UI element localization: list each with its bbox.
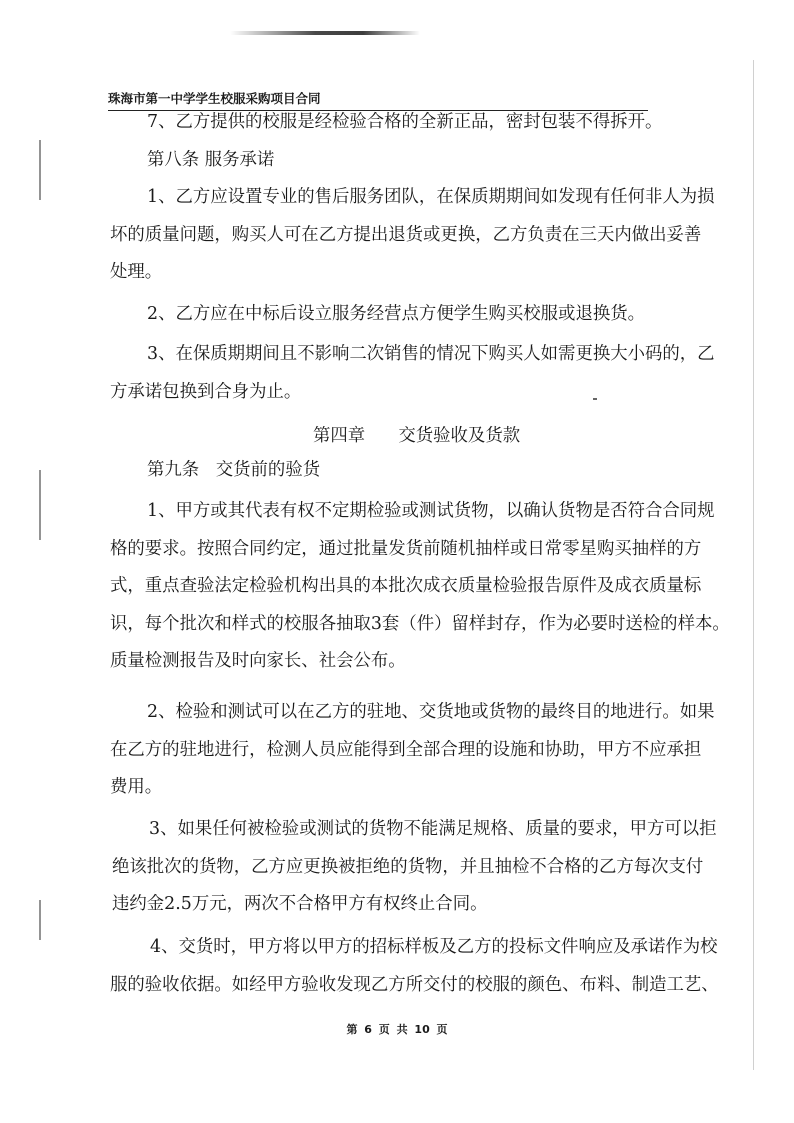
line: 识，每个批次和样式的校服各抽取3套（件）留样封存，作为必要时送检的样本。 <box>110 613 730 634</box>
line: 2、乙方应在中标后设立服务经营点方便学生购买校服或退换货。 <box>147 304 646 324</box>
scan-artifact-top <box>230 31 420 35</box>
line: 质量检测报告及时向家长、社会公布。 <box>110 651 406 671</box>
article-8-title: 第八条 服务承诺 <box>147 150 275 170</box>
scan-artifact-left-1 <box>39 140 41 200</box>
line: 4、交货时，甲方将以甲方的招标样板及乙方的投标文件响应及承诺作为校 <box>150 937 718 957</box>
scan-artifact-right <box>753 60 754 1070</box>
paragraph-item-7 <box>147 104 662 142</box>
chapter-title: 交货验收及货款 <box>398 426 521 446</box>
document-header: 珠海市第一中学学生校服采购项目合同 <box>108 89 648 111</box>
line: 方承诺包换到合身为止。 <box>110 381 302 402</box>
line: 绝该批次的货物，乙方应更换被拒绝的货物，并且抽检不合格的乙方每次支付 <box>112 856 704 877</box>
paragraph-service-2 <box>147 296 645 334</box>
paragraph-inspection-3 <box>112 811 717 924</box>
line: 服的验收依据。如经甲方验收发现乙方所交付的校服的颜色、布料、制造工艺、 <box>110 974 719 995</box>
chapter-heading <box>313 422 520 450</box>
line: 1、乙方应设置专业的售后服务团队，在保质期期间如发现有任何非人为损 <box>147 187 715 207</box>
paragraph-inspection-4 <box>110 929 719 1004</box>
line: 坏的质量问题，购买人可在乙方提出退货或更换，乙方负责在三天内做出妥善 <box>110 224 702 245</box>
line: 2、检验和测试可以在乙方的驻地、交货地或货物的最终目的地进行。如果 <box>147 702 715 722</box>
line: 费用。 <box>110 777 163 797</box>
line: 处理。 <box>110 262 163 282</box>
paragraph-service-1 <box>110 179 715 292</box>
paragraph-inspection-1 <box>110 493 730 681</box>
line: 式，重点查验法定检验机构出具的本批次成衣质量检验报告原件及成衣质量标 <box>110 576 702 596</box>
page-footer: 第 6 页 共 10 页 <box>346 1023 448 1036</box>
article-9-title: 第九条 交货前的验货 <box>147 460 321 480</box>
paragraph-inspection-2 <box>110 694 715 807</box>
article-9-heading <box>147 452 320 490</box>
line: 格的要求。按照合同约定，通过批量发货前随机抽样或日常零星购买抽样的方 <box>110 538 702 559</box>
line: 3、如果任何被检验或测试的货物不能满足规格、质量的要求，甲方可以拒 <box>149 819 717 839</box>
paragraph-service-3 <box>110 336 715 411</box>
line: 在乙方的驻地进行，检测人员应能得到全部合理的设施和协助，甲方不应承担 <box>110 739 702 760</box>
line: 1、甲方或其代表有权不定期检验或测试货物，以确认货物是否符合合同规 <box>147 501 715 521</box>
line: 3、在保质期期间且不影响二次销售的情况下购买人如需更换大小码的，乙 <box>147 344 715 364</box>
chapter-number: 第四章 <box>313 426 366 446</box>
scan-artifact-left-2 <box>39 470 41 540</box>
line: 违约金2.5万元，两次不合格甲方有权终止合同。 <box>112 894 488 914</box>
article-8-heading <box>147 142 274 180</box>
scan-artifact-left-3 <box>39 900 41 940</box>
item-7-text: 7、乙方提供的校服是经检验合格的全新正品，密封包装不得拆开。 <box>147 112 663 132</box>
